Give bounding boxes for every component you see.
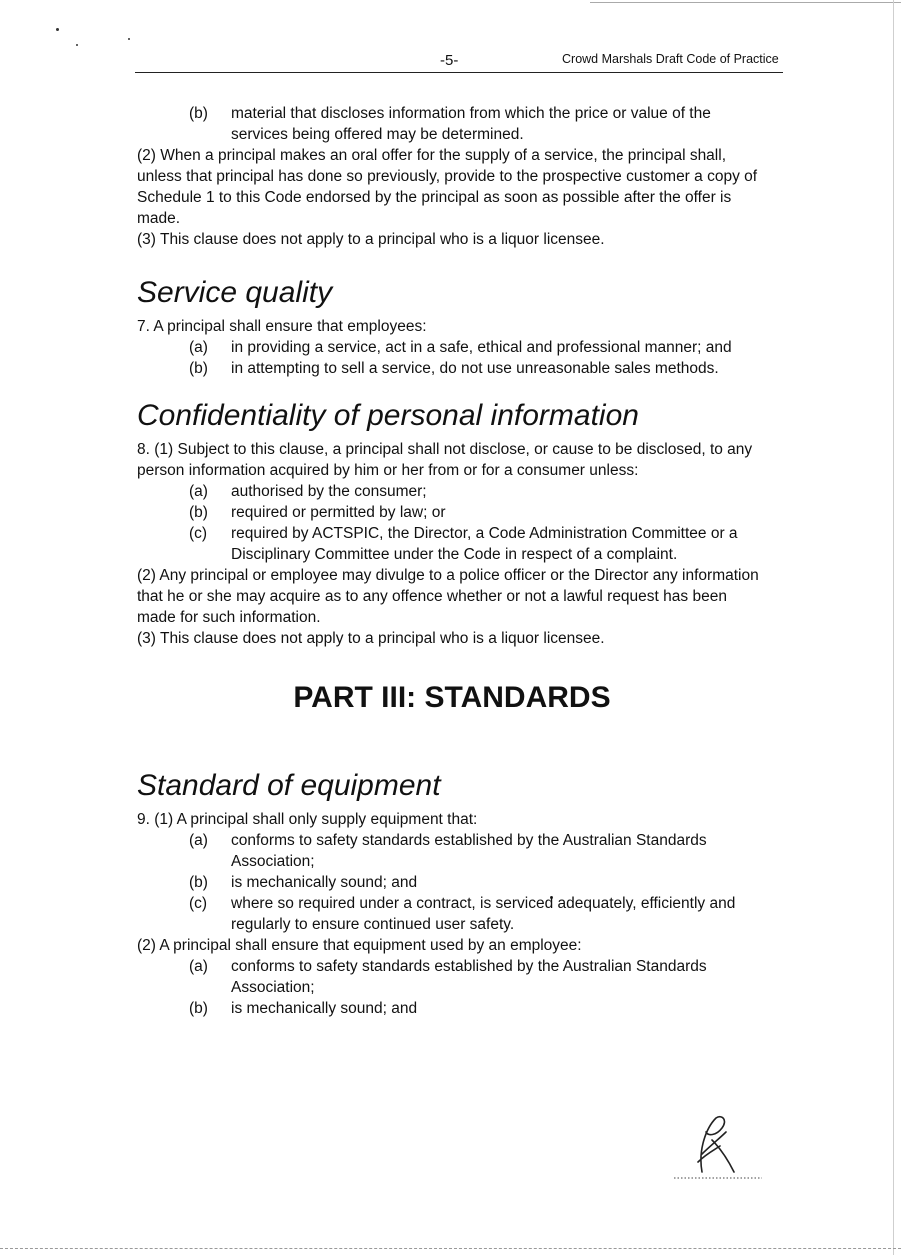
list-item-label: (b) (189, 1000, 208, 1017)
list-item-text: in providing a service, act in a safe, ethical and professional manner; and (231, 339, 732, 356)
list-item-text: authorised by the consumer; (231, 483, 427, 500)
document-header-title: Crowd Marshals Draft Code of Practice (562, 52, 779, 66)
paragraph: (2) Any principal or employee may divulge to a police officer or the Director any information that he or she may acquire as to any offence whether or not a lawful request has been made for such information. (137, 567, 759, 626)
list-item (189, 481, 767, 502)
list-item-text: required or permitted by law; or (231, 504, 446, 521)
list-item (189, 337, 767, 358)
list-item-label: (a) (189, 958, 208, 975)
paragraph: 7. A principal shall ensure that employees: (137, 318, 427, 335)
paragraph: (3) This clause does not apply to a principal who is a liquor licensee. (137, 630, 605, 647)
document-body (137, 103, 767, 1019)
list-item (189, 523, 767, 565)
list-item-text: required by ACTSPIC, the Director, a Code Administration Committee or a Disciplinary Committee under the Code in respect of a complaint. (231, 525, 738, 563)
list-item-text: is mechanically sound; and (231, 1000, 418, 1017)
list-item (189, 956, 767, 998)
section-heading: Standard of equipment (137, 769, 441, 802)
list-item (189, 502, 767, 523)
list-item-label: (b) (189, 504, 208, 521)
paragraph: (2) When a principal makes an oral offer for the supply of a service, the principal shall, unless that principal has done so previously, provide to the prospective customer a copy of Schedule 1 to this Code endorsed by the principal as soon as possible after the offer is made. (137, 147, 758, 227)
paragraph: (2) A principal shall ensure that equipment used by an employee: (137, 937, 582, 954)
list-item-text: in attempting to sell a service, do not use unreasonable sales methods. (231, 360, 719, 377)
list-item-label: (a) (189, 832, 208, 849)
paragraph: 9. (1) A principal shall only supply equipment that: (137, 811, 478, 828)
list-item-text: conforms to safety standards established by the Australian Standards Association; (231, 832, 707, 870)
list-item-label: (c) (189, 895, 208, 912)
list-item-text: conforms to safety standards established by the Australian Standards Association; (231, 958, 707, 996)
list-item (189, 893, 767, 935)
list-item (189, 830, 767, 872)
list-item-label: (b) (189, 360, 208, 377)
list-item-label: (b) (189, 874, 208, 891)
list-item-text: is mechanically sound; and (231, 874, 418, 891)
scan-speck (56, 28, 59, 31)
list-item-text: material that discloses information from which the price or value of the services being offered may be determined. (231, 105, 711, 143)
header-rule (135, 72, 783, 73)
paragraph: 8. (1) Subject to this clause, a principal shall not disclose, or cause to be disclosed, to any person information acquired by him or her from or for a consumer unless: (137, 441, 753, 479)
list-item-label: (b) (189, 105, 208, 122)
scan-speck (76, 44, 78, 46)
list-item (189, 998, 767, 1019)
scan-edge-top (590, 2, 901, 3)
section-heading: Confidentiality of personal information (137, 399, 639, 432)
list-item (189, 872, 767, 893)
list-item (189, 103, 767, 145)
part-heading: PART III: STANDARDS (293, 681, 611, 714)
paragraph: (3) This clause does not apply to a principal who is a liquor licensee. (137, 231, 605, 248)
list-item (189, 358, 767, 379)
signature-initials (672, 1110, 764, 1182)
scan-edge-bottom (0, 1248, 901, 1249)
scan-speck (128, 38, 130, 40)
list-item-label: (a) (189, 483, 208, 500)
scan-edge-right (893, 0, 894, 1255)
page-number: -5- (440, 52, 459, 69)
list-item-label: (c) (189, 525, 208, 542)
section-heading: Service quality (137, 276, 333, 309)
list-item-label: (a) (189, 339, 208, 356)
list-item-text: where so required under a contract, is serviced adequately, efficiently and regularly to ensure continued user safety. (231, 895, 736, 933)
